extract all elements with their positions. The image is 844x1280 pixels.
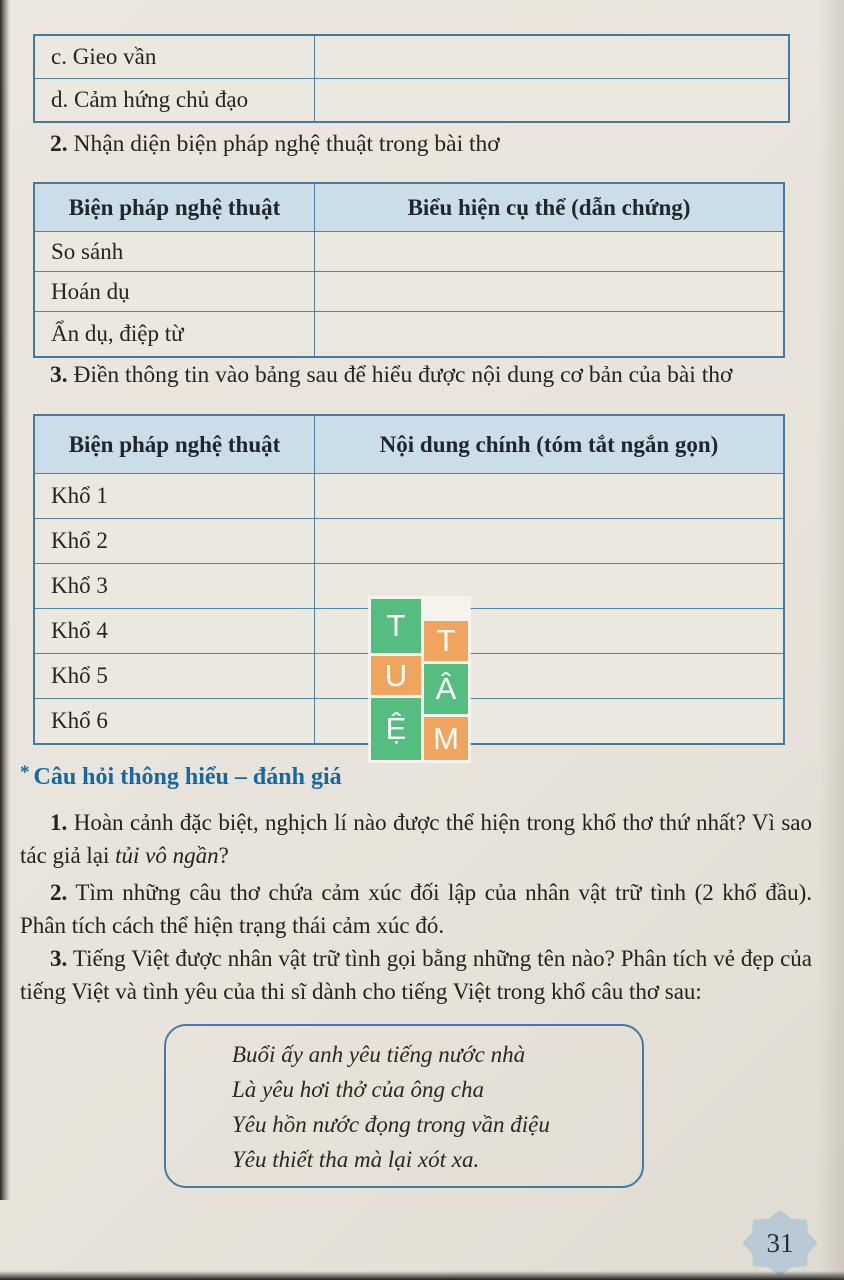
question-2-number: 2. [50, 880, 68, 905]
watermark-tile-A: Â [424, 664, 468, 714]
table-header-row [35, 184, 783, 231]
label-cell: Hoán dụ [35, 272, 315, 311]
watermark-tile-T: T [371, 599, 421, 653]
watermark-tile-T2: T [424, 621, 468, 661]
question-1-number: 1. [50, 810, 68, 835]
watermark-tile-E: Ệ [371, 698, 421, 760]
answer-cell [315, 232, 783, 271]
answer-cell [315, 312, 783, 356]
label-cell: Khổ 4 [35, 609, 315, 653]
page-curve-shade [818, 0, 844, 1280]
table-row [35, 36, 788, 78]
book-bottom-edge [0, 1271, 844, 1280]
label-cell: Khổ 3 [35, 564, 315, 608]
watermark-tile-M: M [424, 717, 468, 760]
question-2 [20, 876, 812, 942]
page-number-badge [740, 1208, 820, 1278]
header-cell-content: Nội dung chính (tóm tắt ngắn gọn) [315, 416, 783, 473]
section-2-number: 2. [50, 131, 68, 157]
watermark-tile-U: U [371, 656, 421, 695]
table-header-row [35, 416, 783, 473]
section-2-heading [20, 131, 820, 158]
book-spine-edge [0, 0, 10, 1200]
label-cell: Ẩn dụ, điệp từ [35, 312, 315, 356]
page-number: 31 [766, 1228, 794, 1258]
answer-cell [315, 474, 783, 518]
comprehension-section-heading [20, 762, 720, 791]
label-cell: d. Cảm hứng chủ đạo [35, 79, 315, 121]
poem-line-3: Yêu hồn nước đọng trong vần điệu [232, 1112, 550, 1137]
poem-line-1: Buổi ấy anh yêu tiếng nước nhà [232, 1042, 526, 1067]
table-row [35, 311, 783, 356]
answer-cell [315, 79, 788, 121]
section-3-title: Điền thông tin vào bảng sau để hiểu được nội dung cơ bản của bài thơ [73, 362, 733, 388]
question-2-text: Tìm những câu thơ chứa cảm xúc đối lập của nhân vật trữ tình (2 khổ đầu). Phân tích cách thể hiện trạng thái cảm xúc đó. [20, 880, 812, 938]
question-3 [20, 942, 812, 1008]
section-3-number: 3. [50, 362, 68, 388]
table-row [35, 78, 788, 121]
poem-line-4: Yêu thiết tha mà lại xót xa. [232, 1147, 480, 1172]
answer-cell [315, 36, 788, 78]
section-2-title: Nhận diện biện pháp nghệ thuật trong bài thơ [73, 131, 500, 157]
label-cell: Khổ 5 [35, 654, 315, 698]
answer-cell [315, 272, 783, 311]
question-1-italic-phrase: tủi vô ngần [115, 843, 219, 868]
poem-quote-box [164, 1024, 644, 1188]
watermark-left-column [371, 599, 421, 760]
question-1 [20, 806, 812, 872]
table-row [35, 473, 783, 518]
header-cell-technique: Biện pháp nghệ thuật [35, 416, 315, 473]
tue-tam-watermark-logo [369, 597, 470, 762]
label-cell: c. Gieo vần [35, 36, 315, 78]
label-cell: So sánh [35, 232, 315, 271]
watermark-right-column [424, 599, 468, 760]
poem-line-2: Là yêu hơi thở của ông cha [232, 1077, 484, 1102]
question-1-text: Hoàn cảnh đặc biệt, nghịch lí nào được thể hiện trong khổ thơ thứ nhất? Vì sao tác giả lại [20, 810, 812, 868]
question-3-number: 3. [50, 946, 68, 971]
asterisk-marker: * [20, 762, 30, 783]
question-3-text: Tiếng Việt được nhân vật trữ tình gọi bằng những tên nào? Phân tích vẻ đẹp của tiếng Việt và tình yêu của thi sĩ dành cho tiếng Việt trong khổ câu thơ sau: [20, 946, 813, 1004]
question-1-tail: ? [218, 843, 229, 868]
header-cell-evidence: Biểu hiện cụ thể (dẫn chứng) [315, 184, 783, 231]
answer-cell [315, 519, 783, 563]
table-row [35, 271, 783, 311]
label-cell: Khổ 2 [35, 519, 315, 563]
top-table-continuation [33, 34, 790, 123]
table-row [35, 518, 783, 563]
section-3-heading [20, 362, 820, 389]
label-cell: Khổ 1 [35, 474, 315, 518]
header-cell-technique: Biện pháp nghệ thuật [35, 184, 315, 231]
table-row [35, 231, 783, 271]
label-cell: Khổ 6 [35, 699, 315, 743]
comprehension-heading-label: Câu hỏi thông hiểu – đánh giá [33, 764, 342, 790]
techniques-table [33, 182, 785, 358]
